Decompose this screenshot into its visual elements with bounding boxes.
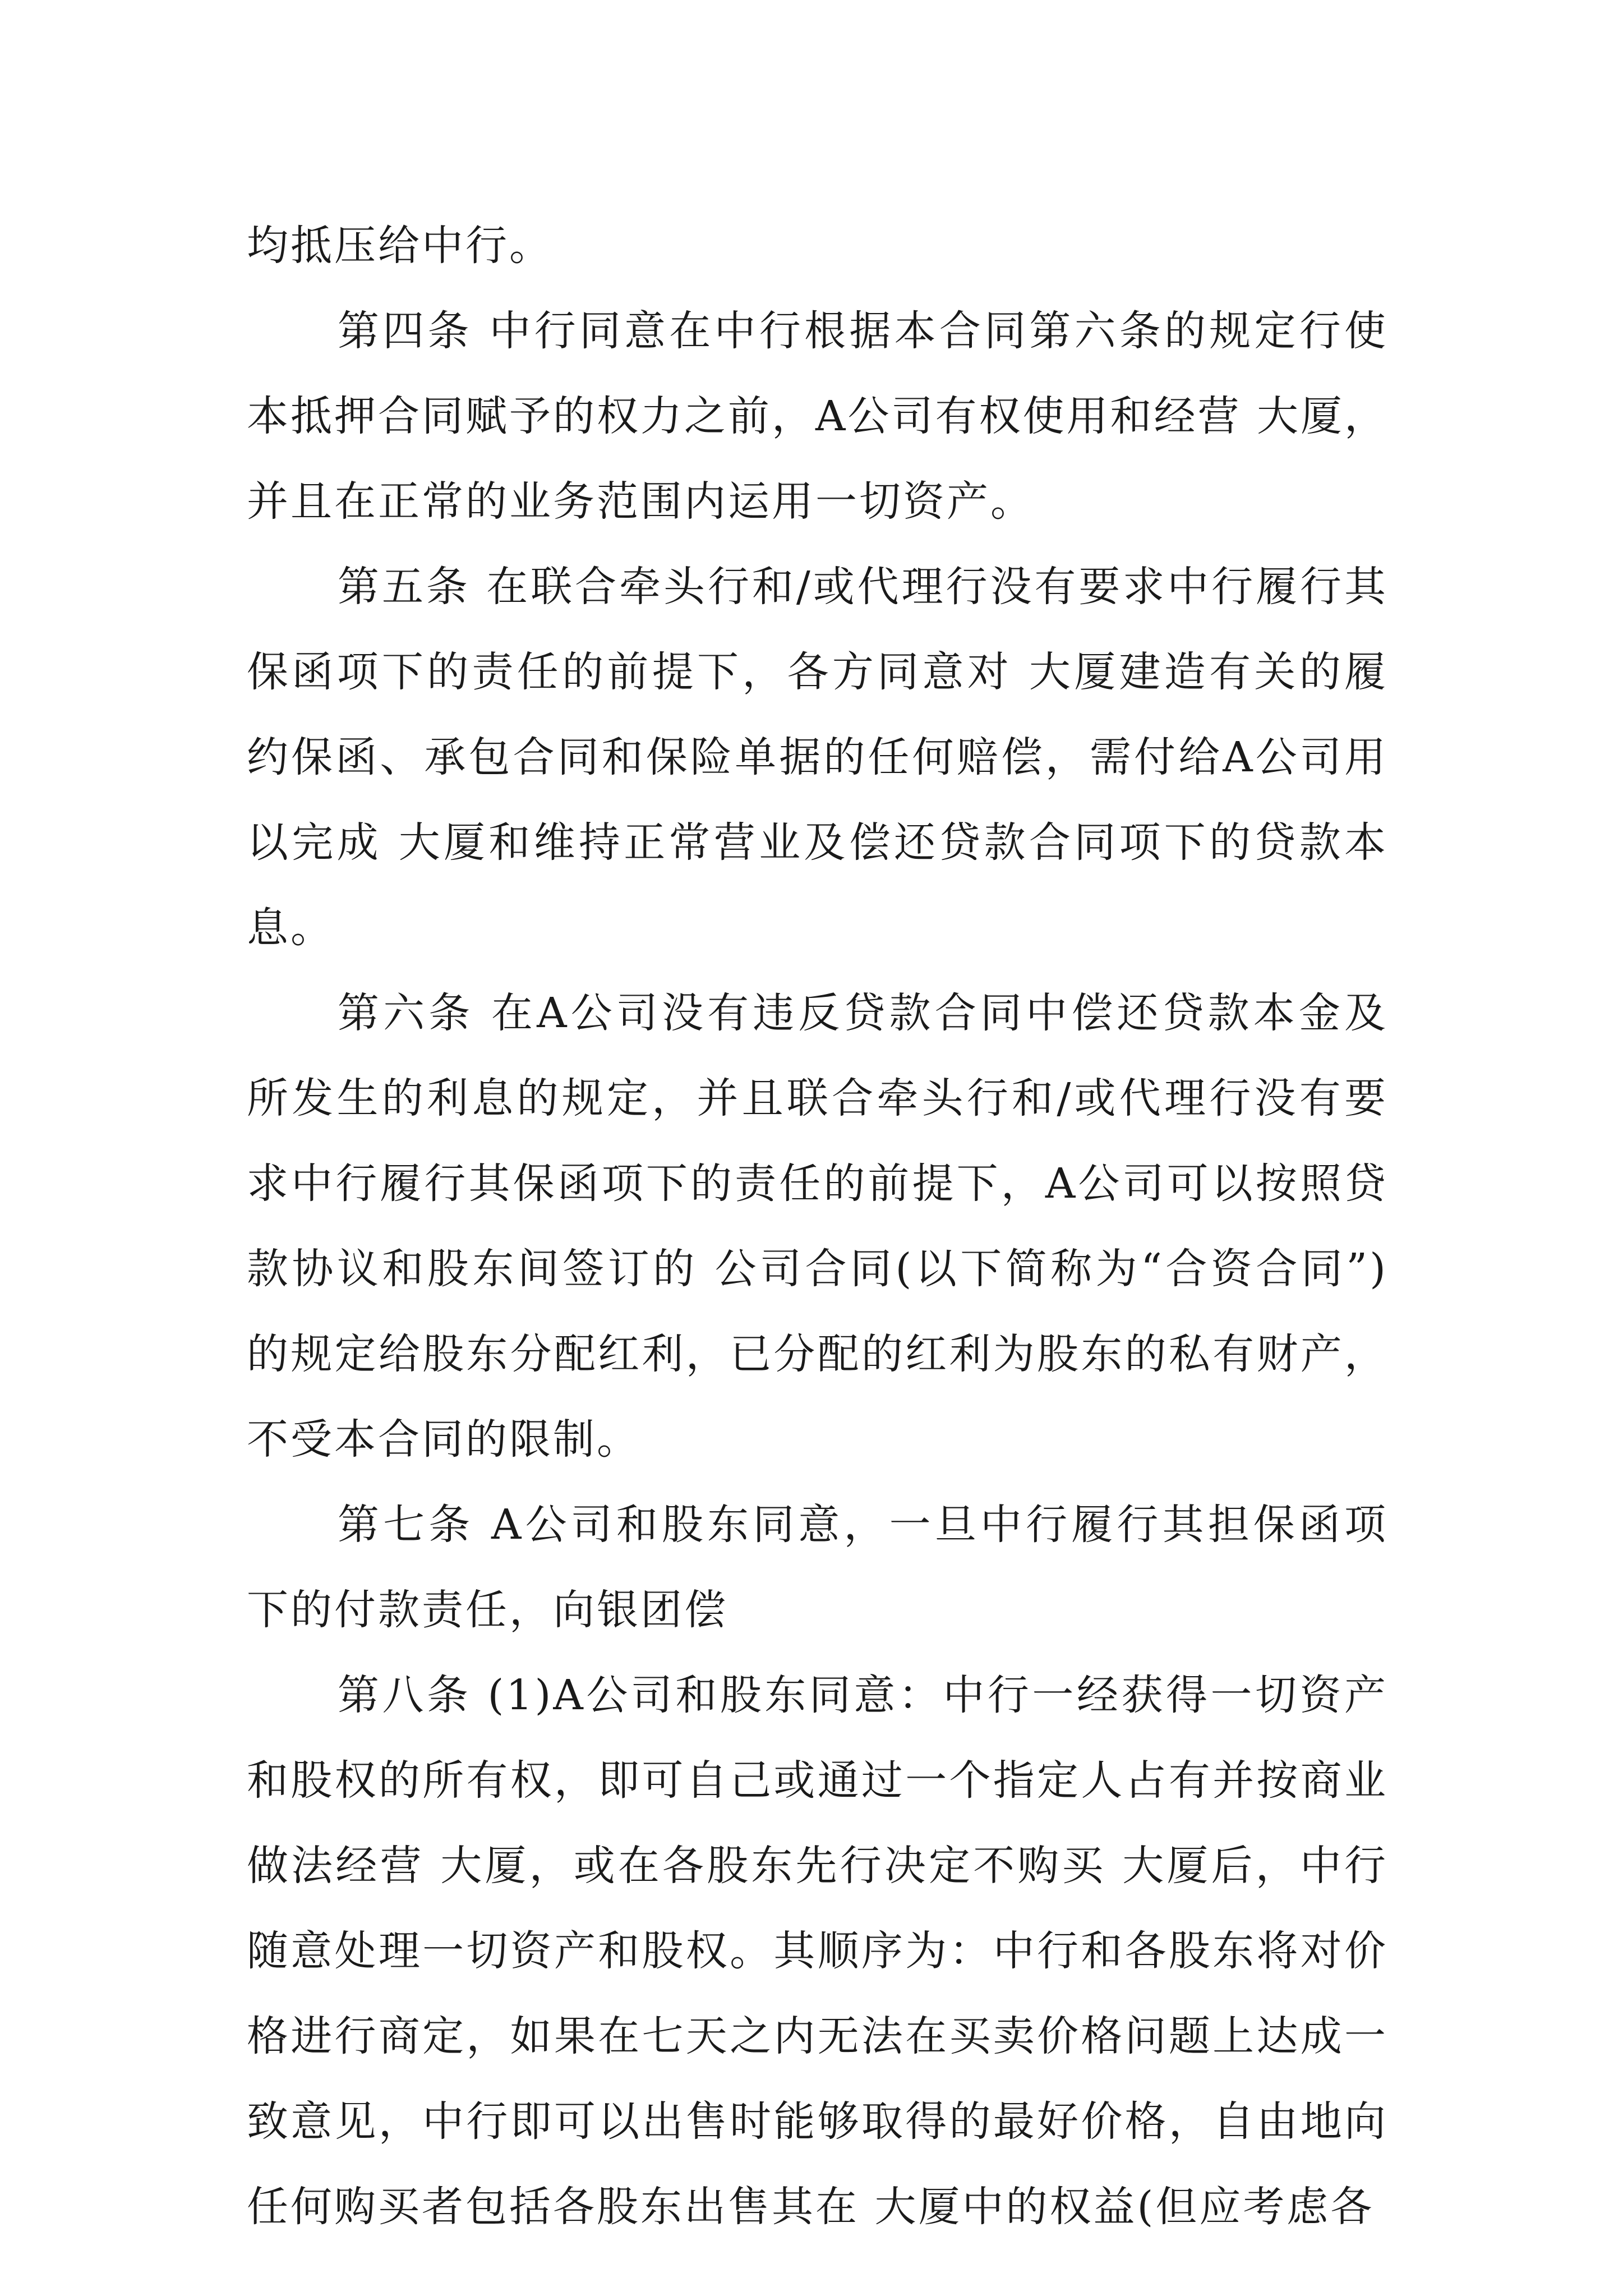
- paragraph-article-8: 第八条 (1)A公司和股东同意：中行一经获得一切资产和股权的所有权，即可自己或通过一个指定人占有并按商业做法经营 大厦，或在各股东先行决定不购买 大厦后，中行随意处理一切资产和股权。其顺序为：中行和各股东将对价格进行商定，如果在七天之内无法在买卖价格问题上达成一致意见，中行即可以出售时能够取得的最好价格，自由地向任何购买者包括各股东出售其在 大厦中的权益(但应考虑各: [247, 1671, 1388, 2231]
- paragraph-article-4: 第四条 中行同意在中行根据本合同第六条的规定行使本抵押合同赋予的权力之前，A公司有权使用和经营 大厦，并且在正常的业务范围内运用一切资产。: [247, 307, 1388, 526]
- paragraph-continuation: 均抵压给中行。: [247, 222, 553, 270]
- paragraph-article-7: 第七条 A公司和股东同意，一旦中行履行其担保函项下的付款责任，向银团偿: [247, 1501, 1388, 1634]
- document-body: [247, 203, 1388, 2249]
- paragraph-article-6: 第六条 在A公司没有违反贷款合同中偿还贷款本金及所发生的利息的规定，并且联合牵头行和/或代理行没有要求中行履行其保函项下的责任的前提下，A公司可以按照贷款协议和股东间签订的 公司合同(以下简称为“合资合同”)的规定给股东分配红利，已分配的红利为股东的私有财产，不受本合同的限制。: [247, 989, 1388, 1464]
- paragraph-article-5: 第五条 在联合牵头行和/或代理行没有要求中行履行其保函项下的责任的前提下，各方同意对 大厦建造有关的履约保函、承包合同和保险单据的任何赔偿，需付给A公司用以完成 大厦和维持正常营业及偿还贷款合同项下的贷款本息。: [247, 563, 1388, 952]
